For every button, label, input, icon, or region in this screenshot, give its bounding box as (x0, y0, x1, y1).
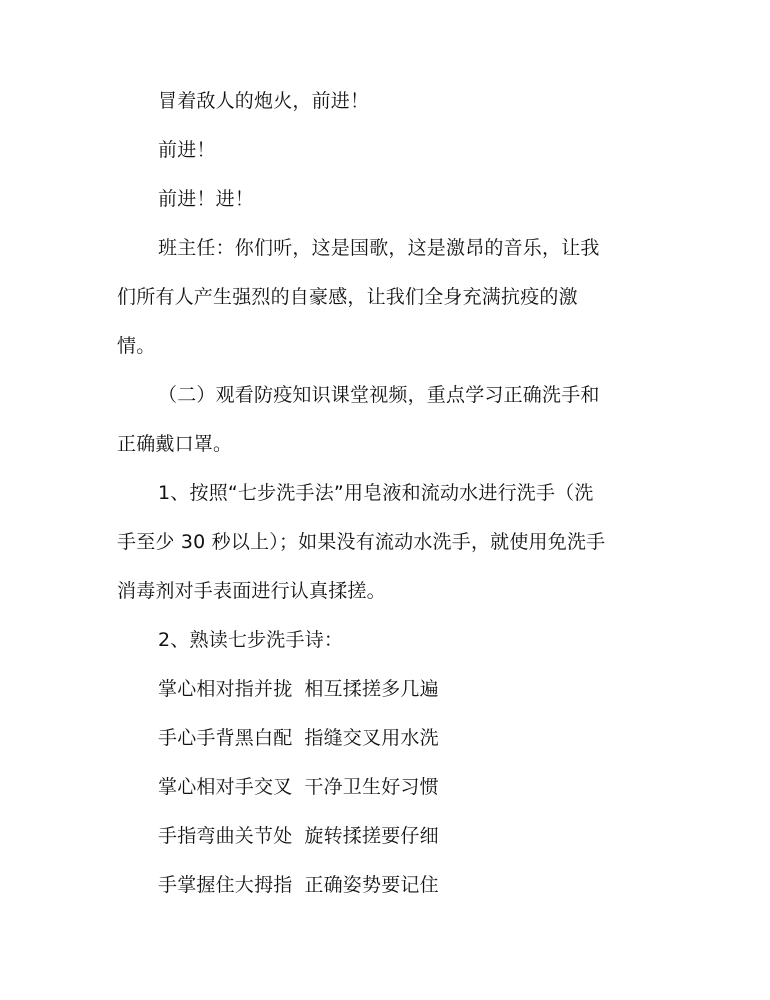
poem-first-half: 手指弯曲关节处 (158, 825, 293, 847)
poem-second-half: 相互揉搓多几遍 (304, 678, 439, 700)
text-line: 们所有人产生强烈的自豪感，让我们全身充满抗疫的激 (117, 286, 578, 308)
poem-second-half: 旋转揉搓要仔细 (304, 825, 439, 847)
text-line: 冒着敌人的炮火，前进！ (158, 90, 370, 112)
poem-second-half: 指缝交叉用水洗 (304, 727, 439, 749)
text-line: 班主任：你们听，这是国歌，这是激昂的音乐，让我 (158, 237, 600, 259)
text-line: 消毒剂对手表面进行认真揉搓。 (117, 580, 386, 602)
section-heading: （二）观看防疫知识课堂视频，重点学习正确洗手和 (158, 384, 600, 406)
poem-first-half: 手掌握住大拇指 (158, 874, 293, 896)
poem-first-half: 手心手背黑白配 (158, 727, 293, 749)
poem-first-half: 掌心相对指并拢 (158, 678, 293, 700)
text-line: 前进！进！ (158, 188, 255, 210)
numbered-item-2: 2、熟读七步洗手诗： (158, 629, 344, 651)
poem-line (158, 726, 439, 750)
poem-line (158, 775, 439, 799)
text-line: 手至少 30 秒以上）；如果没有流动水洗手，就使用免洗手 (117, 531, 606, 553)
text-line: 情。 (117, 335, 156, 357)
poem-line (158, 873, 439, 897)
text-line: 前进！ (158, 139, 216, 161)
text-line: 正确戴口罩。 (117, 433, 233, 455)
poem-line (158, 677, 439, 701)
poem-second-half: 干净卫生好习惯 (304, 776, 439, 798)
poem-line (158, 824, 439, 848)
numbered-item-1: 1、按照“七步洗手法”用皂液和流动水进行洗手（洗 (158, 482, 594, 504)
poem-second-half: 正确姿势要记住 (304, 874, 439, 896)
poem-first-half: 掌心相对手交叉 (158, 776, 293, 798)
